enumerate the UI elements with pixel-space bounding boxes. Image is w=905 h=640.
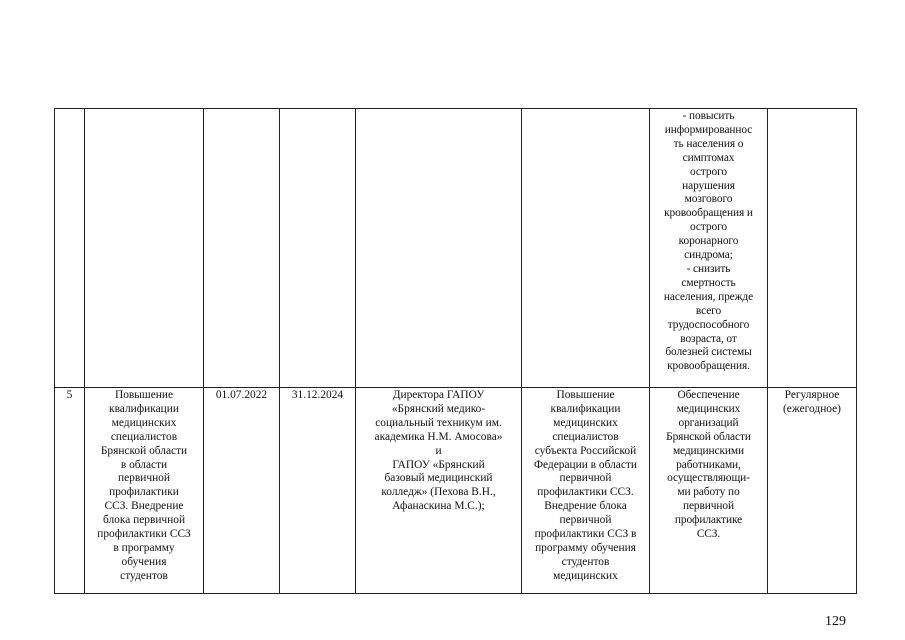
cell-responsible: [356, 109, 522, 388]
cell-event: Повышение квалификации медицинских специалистов Брянской области в области первичной профилактики ССЗ. Внедрение блока первичной профилактики ССЗ в программу обучения студентов: [85, 388, 204, 594]
cell-effect: Обеспечение медицинских организаций Брянской области медицинскими работниками, осуществляющи- ми работу по первичной профилактике ССЗ.: [650, 388, 768, 594]
cell-effect: - повысить информированнос ть населения о симптомах острого нарушения мозгового кровообращения и острого коронарного синдрома; - снизить смертность населения, прежде всего трудоспособного возраста, от болезней системы кровообращения.: [650, 109, 768, 388]
cell-number: 5: [55, 388, 85, 594]
cell-start-date: [204, 109, 280, 388]
cell-end-date: [280, 109, 356, 388]
cell-result: [522, 109, 650, 388]
page-number: 129: [825, 614, 846, 629]
table-row-continued: [55, 109, 857, 388]
table-row-5: [55, 388, 857, 594]
cell-start-date: 01.07.2022: [204, 388, 280, 594]
cell-periodicity: [768, 109, 857, 388]
cell-periodicity: Регулярное (ежегодное): [768, 388, 857, 594]
cell-number: [55, 109, 85, 388]
measures-table: [54, 108, 857, 594]
cell-result: Повышение квалификации медицинских специалистов субъекта Российской Федерации в области первичной профилактики ССЗ. Внедрение блока первичной профилактики ССЗ в программу обучения студентов медицинских: [522, 388, 650, 594]
cell-responsible: Директора ГАПОУ «Брянский медико- социальный техникум им. академика Н.М. Амосова» и ГАПОУ «Брянский базовый медицинский колледж» (Пехова В.Н., Афанаскина М.С.);: [356, 388, 522, 594]
cell-end-date: 31.12.2024: [280, 388, 356, 594]
cell-event: [85, 109, 204, 388]
